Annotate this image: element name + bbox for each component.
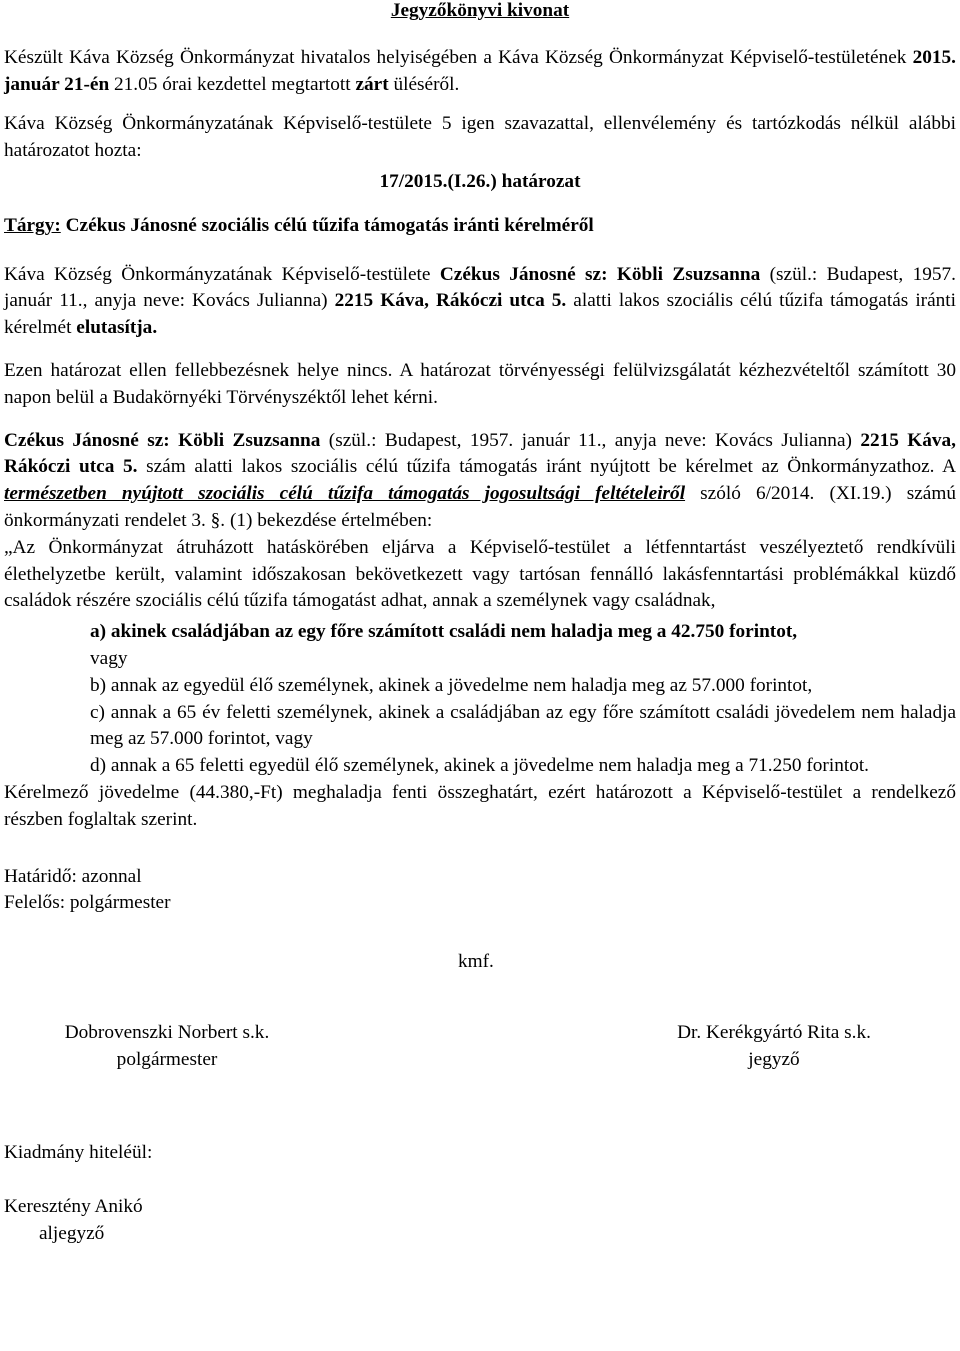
- mayor-role: polgármester: [116, 1048, 218, 1070]
- decision-outcome: elutasítja.: [76, 317, 158, 339]
- clerk-signature: [654, 1020, 894, 1074]
- deadline-line: Határidő: azonnal: [4, 865, 142, 887]
- meeting-type: zárt: [355, 73, 389, 95]
- issuance-role: aljegyző: [39, 1222, 105, 1244]
- clerk-name: Dr. Kerékgyártó Rita s.k.: [677, 1021, 871, 1043]
- regulation-quote: „Az Önkormányzat átruházott hatáskörében eljárva a Képviselő-testület a létfenntartást veszélyeztető rendkívüli élethelyzetbe került, valamint időszakosan bekövetkezett vagy tartósan fennálló lakásfenntartási problémákkal küzdő családok részére szociális célú tűzifa támogatást adhat, annak a személynek vagy családnak,: [4, 536, 956, 612]
- clerk-role: jegyző: [748, 1048, 800, 1070]
- subject-label: Tárgy:: [4, 214, 61, 236]
- applicant-address: 2215 Káva, Rákóczi utca 5.: [334, 290, 567, 312]
- applicant-name: Czékus Jánosné sz: Köbli Zsuzsanna: [439, 263, 761, 285]
- subject-line: [4, 213, 956, 240]
- mayor-signature: [44, 1020, 290, 1074]
- reasoning-text-b: (szül.: Budapest, 1957. január 11., anyja neve: Kovács Julianna): [320, 429, 861, 451]
- intro-text-a: Készült Káva Község Önkormányzat hivatalos helyiségében a Káva Község Önkormányzat Képviselő-testületének: [4, 46, 913, 68]
- intro-text-e: üléséről.: [388, 73, 460, 95]
- reasoning-applicant-name: Czékus Jánosné sz: Köbli Zsuzsanna: [4, 429, 321, 451]
- resolution-number: 17/2015.(I.26.) határozat: [379, 170, 581, 192]
- eligibility-list: [4, 619, 956, 780]
- reasoning-applicant-address: 2215 Káva, Rákóczi utca 5.: [4, 429, 957, 478]
- issuance-label: Kiadmány hiteléül:: [4, 1141, 153, 1163]
- reasoning-paragraph: [4, 428, 956, 535]
- vote-paragraph: Káva Község Önkormányzatának Képviselő-testülete 5 igen szavazattal, ellenvélemény és tartózkodás nélkül alábbi határozatot hozta:: [4, 113, 956, 162]
- signature-row: [4, 1020, 956, 1074]
- document-title: Jegyzőkönyvi kivonat: [390, 0, 570, 21]
- intro-paragraph: [4, 45, 956, 99]
- document-page: [4, 0, 956, 1247]
- decision-text-e: alatti lakos szociális célú tűzifa támogatás iránti kérelmét: [4, 290, 957, 339]
- reasoning-text-d: szám alatti lakos szociális célú tűzifa támogatás iránt nyújtott be kérelmet az Önkormányzathoz. A: [137, 456, 956, 478]
- eligibility-item-d: d) annak a 65 feletti egyedül élő személynek, akinek a jövedelme nem haladja meg a 71.250 forintot.: [90, 755, 870, 777]
- reasoning-text-f: szóló 6/2014. (XI.19.) számú önkormányzati rendelet 3. §. (1) bekezdése értelmében:: [4, 483, 956, 531]
- eligibility-item-a: a) akinek családjában az egy főre számított családi nem haladja meg a 42.750 forintot,: [90, 621, 798, 643]
- issuance-name: Keresztény Anikó: [4, 1195, 143, 1217]
- conclusion-paragraph: Kérelmező jövedelme (44.380,-Ft) meghaladja fenti összeghatárt, ezért határozott a Képviselő-testület a rendelkező részben foglaltak szerint.: [4, 781, 956, 830]
- eligibility-item-b: b) annak az egyedül élő személynek, akinek a jövedelme nem haladja meg az 57.000 forintot,: [90, 674, 813, 696]
- regulation-title: természetben nyújtott szociális célú tűzifa támogatás jogosultsági feltételeiről: [4, 483, 686, 505]
- eligibility-item-a-tail: vagy: [90, 647, 128, 669]
- decision-paragraph: [4, 262, 956, 342]
- intro-text-c: 21.05 órai kezdettel megtartott: [109, 73, 356, 95]
- decision-text-c: (szül.: Budapest, 1957. január 11., anyja neve: Kovács Julianna): [4, 263, 956, 312]
- appeal-paragraph: Ezen határozat ellen fellebbezésnek helye nincs. A határozat törvényességi felülvizsgálatát kézhezvételtől számított 30 napon belül a Budakörnyéki Törvényszéktől lehet kérni.: [4, 359, 956, 408]
- meeting-date: 2015. január 21-én: [4, 46, 956, 95]
- subject-text: Czékus Jánosné szociális célú tűzifa támogatás iránti kérelméről: [60, 214, 594, 236]
- responsible-line: Felelős: polgármester: [4, 892, 171, 914]
- eligibility-item-c: c) annak a 65 év feletti személynek, akinek a családjában az egy főre számított családi jövedelem nem haladja meg az 57.000 forintot, vagy: [90, 701, 956, 750]
- kmf-line: kmf.: [458, 951, 494, 973]
- decision-text-a: Káva Község Önkormányzatának Képviselő-testülete: [4, 263, 440, 285]
- mayor-name: Dobrovenszki Norbert s.k.: [64, 1021, 270, 1043]
